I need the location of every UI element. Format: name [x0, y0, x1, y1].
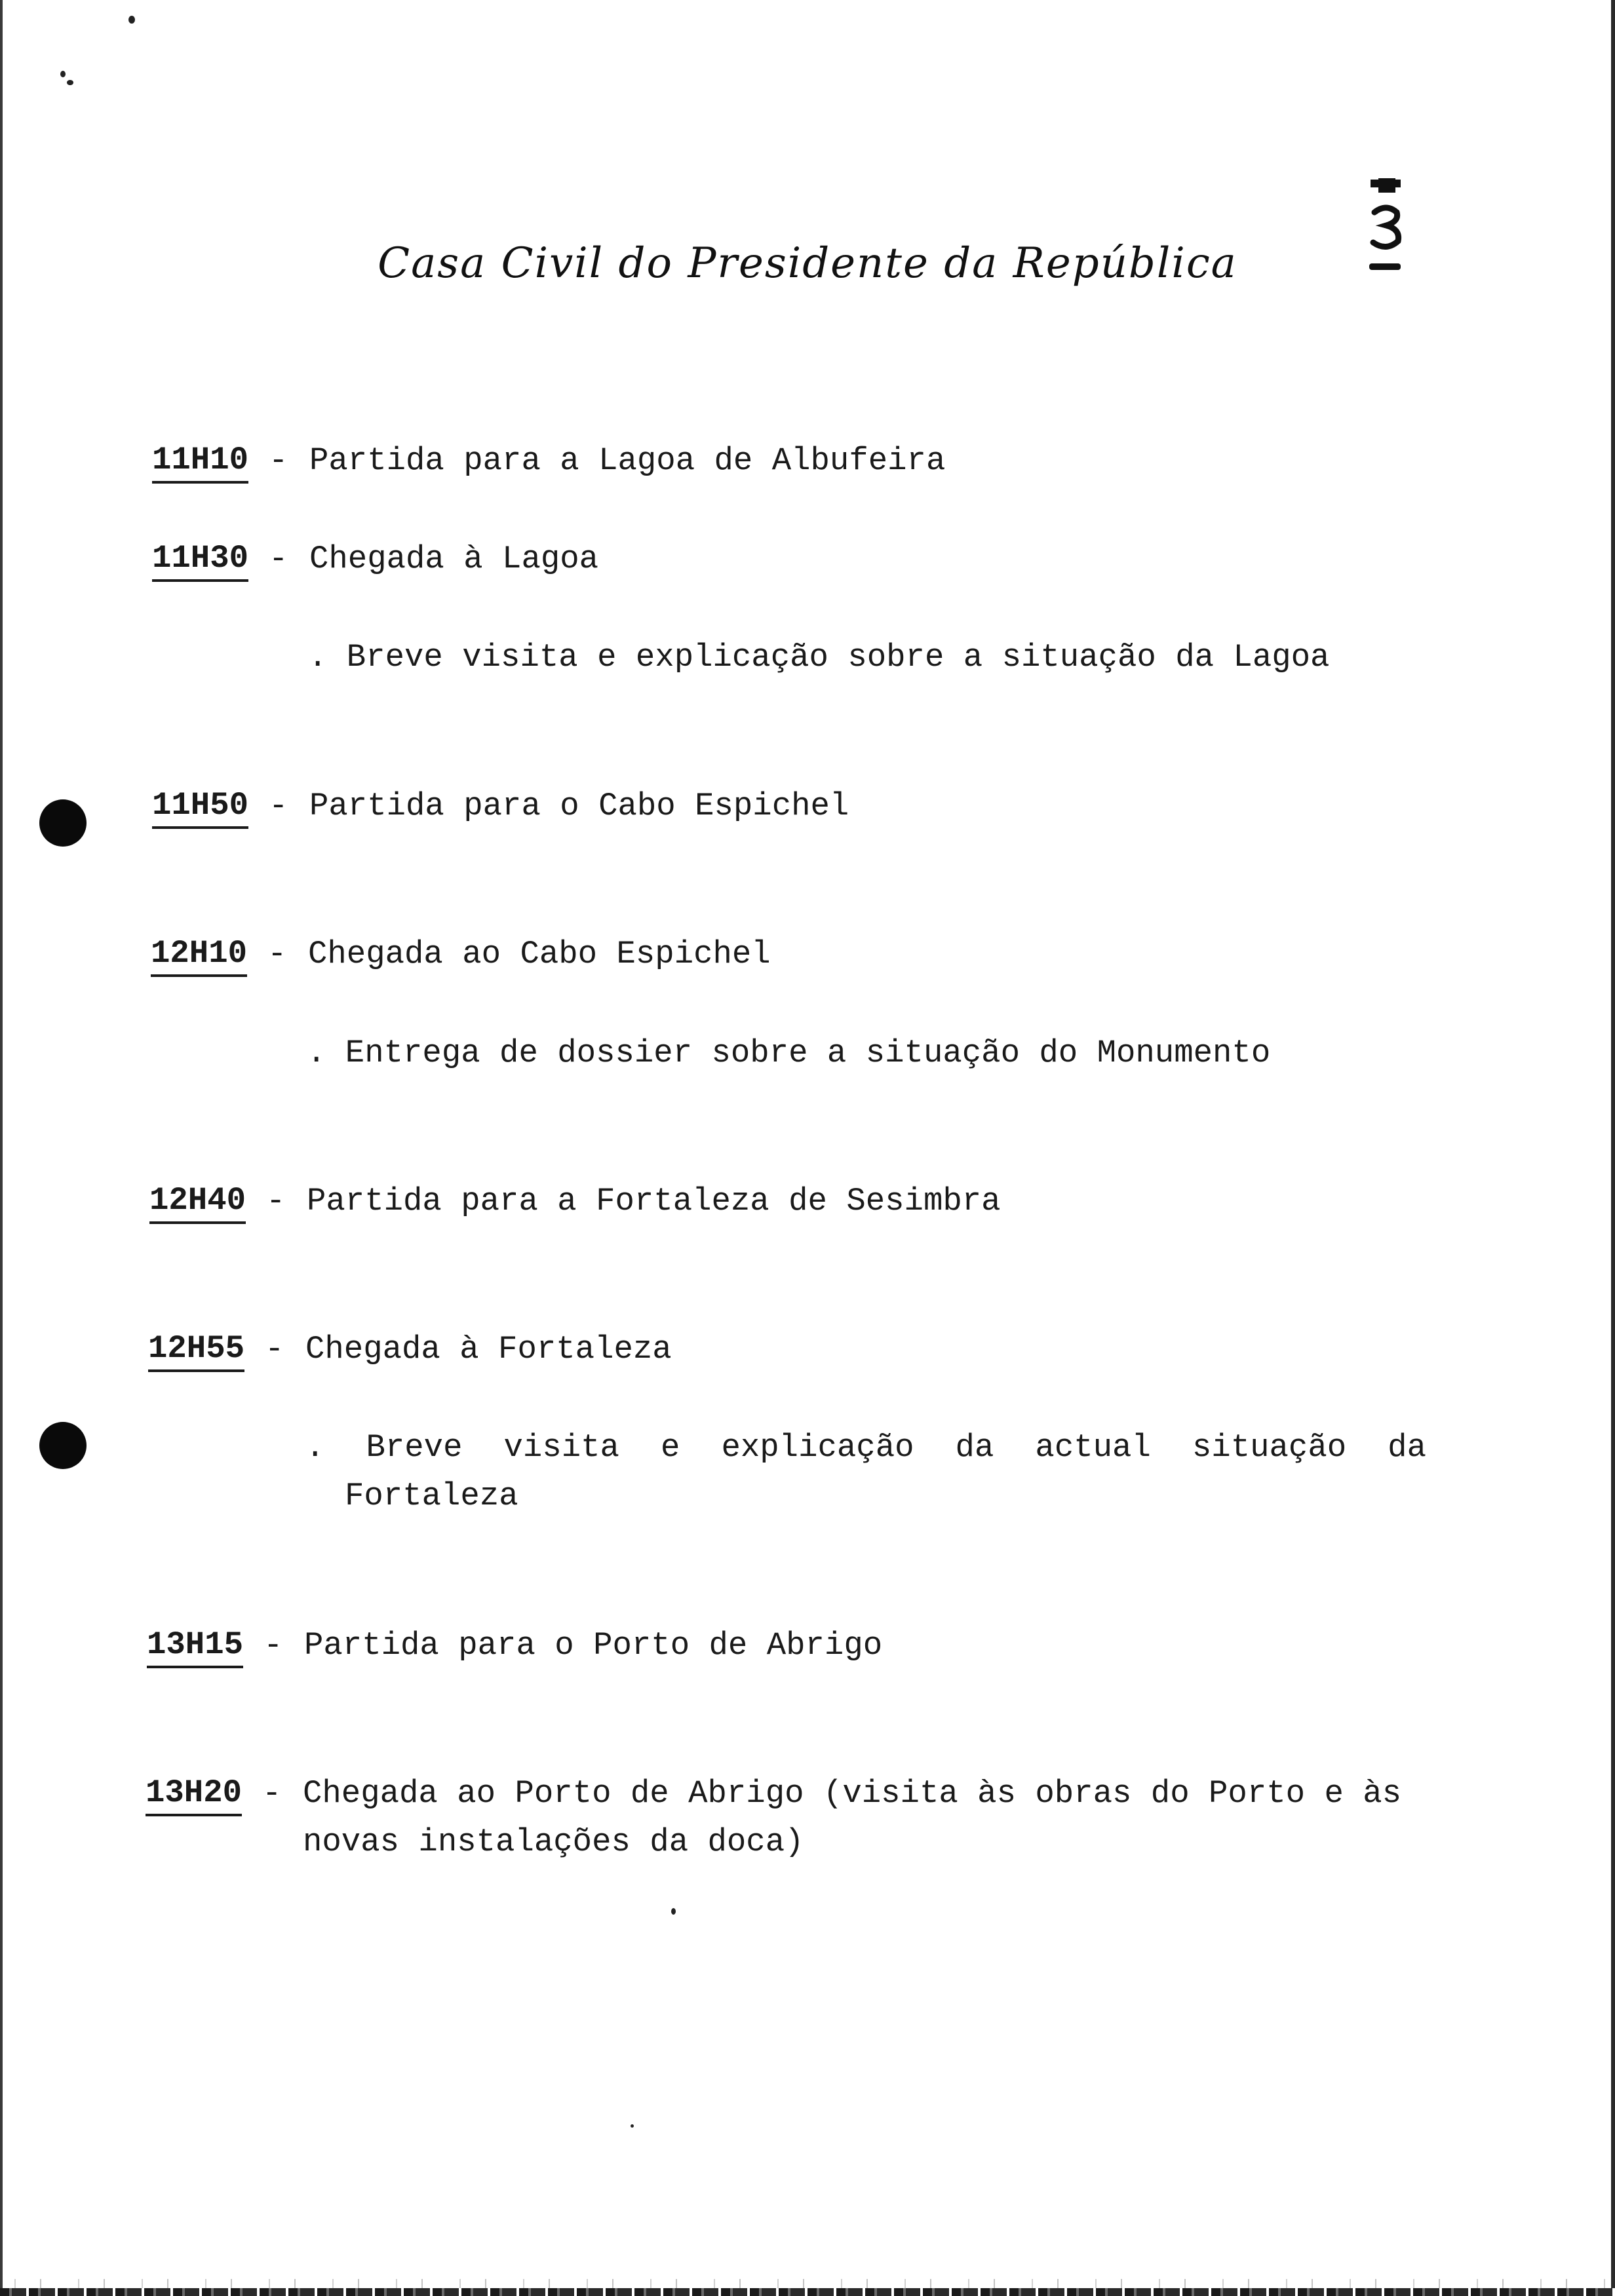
page-number: 13: [1367, 283, 1368, 284]
entry-time: 12H10: [151, 934, 247, 977]
entry-text: Chegada à Fortaleza: [305, 1331, 672, 1368]
entry-dash: -: [269, 788, 288, 824]
entry-time: 11H10: [152, 440, 248, 484]
entry-dash: -: [266, 1183, 286, 1219]
entry-dash: -: [265, 1331, 284, 1368]
entry-text-continuation: novas instalações da doca): [303, 1824, 804, 1860]
entry-text: Partida para o Cabo Espichel: [309, 788, 849, 824]
entry-text: Partida para o Porto de Abrigo: [304, 1627, 883, 1664]
entry-note: . Breve visita e explicação da actual situação da: [305, 1429, 1426, 1466]
entry-text: Chegada à Lagoa: [309, 541, 599, 577]
entry-time: 12H40: [149, 1181, 246, 1224]
letterhead: Casa Civil do Presidente da República: [378, 239, 1237, 288]
entry-time: 13H20: [146, 1773, 242, 1816]
entry-dash: -: [262, 1775, 282, 1812]
entry-note: . Breve visita e explicação sobre a situação da Lagoa: [308, 639, 1330, 676]
entry-time: 12H55: [148, 1329, 244, 1372]
entry-dash: -: [269, 442, 288, 479]
entry-dash: -: [269, 541, 288, 577]
entry-text: Partida para a Fortaleza de Sesimbra: [307, 1183, 1001, 1219]
entry-time: 11H30: [152, 539, 248, 582]
entry-note: . Entrega de dossier sobre a situação do Monumento: [307, 1035, 1271, 1071]
entry-dash: -: [267, 936, 287, 972]
entry-time: 11H50: [152, 786, 248, 829]
entry-dash: -: [263, 1627, 283, 1664]
entry-time: 13H15: [147, 1625, 243, 1668]
entry-text: Chegada ao Cabo Espichel: [308, 936, 771, 972]
entry-text: Chegada ao Porto de Abrigo (visita às obras do Porto e às: [303, 1775, 1402, 1812]
entry-text: Partida para a Lagoa de Albufeira: [309, 442, 946, 479]
entry-note-continuation: Fortaleza: [345, 1478, 518, 1514]
